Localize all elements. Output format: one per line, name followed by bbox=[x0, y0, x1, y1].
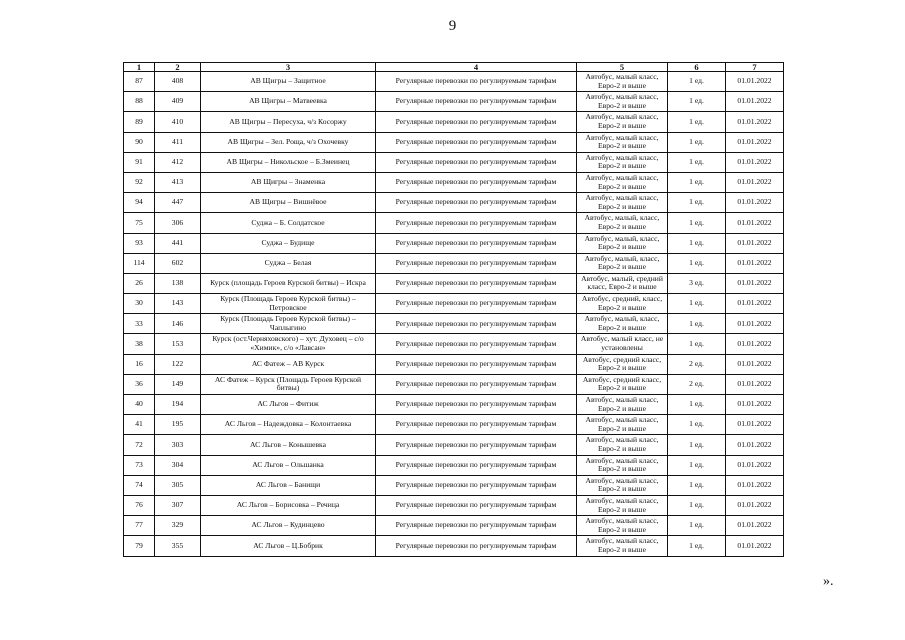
row-number-cell: 94 bbox=[124, 193, 155, 213]
start-date-cell: 01.01.2022 bbox=[726, 253, 784, 273]
transport-type-cell: Регулярные перевозки по регулируемым тарифам bbox=[376, 314, 577, 334]
table-row bbox=[124, 495, 784, 515]
header-cell: 4 bbox=[376, 63, 577, 72]
vehicle-class-cell: Автобус, малый класс, не установлены bbox=[577, 334, 668, 354]
vehicle-count-cell: 1 ед. bbox=[668, 495, 726, 515]
route-number-cell: 303 bbox=[155, 435, 201, 455]
route-name-cell: АС Льгов – Ольшанка bbox=[201, 455, 376, 475]
row-number-cell: 89 bbox=[124, 112, 155, 132]
table-row bbox=[124, 374, 784, 394]
route-number-cell: 411 bbox=[155, 132, 201, 152]
transport-type-cell: Регулярные перевозки по регулируемым тарифам bbox=[376, 152, 577, 172]
route-number-cell: 409 bbox=[155, 92, 201, 112]
transport-type-cell: Регулярные перевозки по регулируемым тарифам bbox=[376, 495, 577, 515]
transport-type-cell: Регулярные перевозки по регулируемым тарифам bbox=[376, 172, 577, 192]
route-name-cell: Суджа – Белая bbox=[201, 253, 376, 273]
transport-type-cell: Регулярные перевозки по регулируемым тарифам bbox=[376, 374, 577, 394]
vehicle-class-cell: Автобус, малый класс, Евро-2 и выше bbox=[577, 475, 668, 495]
row-number-cell: 26 bbox=[124, 273, 155, 293]
route-number-cell: 441 bbox=[155, 233, 201, 253]
vehicle-class-cell: Автобус, средний класс, Евро-2 и выше bbox=[577, 354, 668, 374]
route-name-cell: Суджа – Б. Солдатское bbox=[201, 213, 376, 233]
header-cell: 6 bbox=[668, 63, 726, 72]
vehicle-class-cell: Автобус, малый класс, Евро-2 и выше bbox=[577, 132, 668, 152]
page-number: 9 bbox=[448, 18, 457, 34]
row-number-cell: 72 bbox=[124, 435, 155, 455]
route-name-cell: АС Льгов – Конышевка bbox=[201, 435, 376, 455]
vehicle-class-cell: Автобус, малый класс, Евро-2 и выше bbox=[577, 72, 668, 92]
table-row bbox=[124, 395, 784, 415]
route-name-cell: АВ Щигры – Зел. Роща, ч/з Охочевку bbox=[201, 132, 376, 152]
vehicle-count-cell: 1 ед. bbox=[668, 294, 726, 314]
vehicle-count-cell: 1 ед. bbox=[668, 233, 726, 253]
vehicle-count-cell: 1 ед. bbox=[668, 72, 726, 92]
start-date-cell: 01.01.2022 bbox=[726, 132, 784, 152]
route-number-cell: 355 bbox=[155, 536, 201, 556]
start-date-cell: 01.01.2022 bbox=[726, 475, 784, 495]
route-number-cell: 149 bbox=[155, 374, 201, 394]
start-date-cell: 01.01.2022 bbox=[726, 374, 784, 394]
route-number-cell: 412 bbox=[155, 152, 201, 172]
start-date-cell: 01.01.2022 bbox=[726, 415, 784, 435]
table-row bbox=[124, 435, 784, 455]
vehicle-class-cell: Автобус, малый класс, Евро-2 и выше bbox=[577, 415, 668, 435]
route-number-cell: 306 bbox=[155, 213, 201, 233]
vehicle-class-cell: Автобус, малый класс, Евро-2 и выше bbox=[577, 193, 668, 213]
table-row bbox=[124, 354, 784, 374]
vehicle-class-cell: Автобус, малый класс, Евро-2 и выше bbox=[577, 112, 668, 132]
start-date-cell: 01.01.2022 bbox=[726, 536, 784, 556]
route-name-cell: АВ Щигры – Пересуха, ч/з Косоржу bbox=[201, 112, 376, 132]
table-row bbox=[124, 132, 784, 152]
route-name-cell: АС Льгов – Кудинцево bbox=[201, 516, 376, 536]
table-row bbox=[124, 213, 784, 233]
route-name-cell: АС Фатеж – АВ Курск bbox=[201, 354, 376, 374]
transport-type-cell: Регулярные перевозки по регулируемым тарифам bbox=[376, 475, 577, 495]
vehicle-count-cell: 1 ед. bbox=[668, 314, 726, 334]
vehicle-class-cell: Автобус, малый класс, Евро-2 и выше bbox=[577, 495, 668, 515]
start-date-cell: 01.01.2022 bbox=[726, 294, 784, 314]
table-row bbox=[124, 253, 784, 273]
vehicle-count-cell: 1 ед. bbox=[668, 334, 726, 354]
transport-type-cell: Регулярные перевозки по регулируемым тарифам bbox=[376, 395, 577, 415]
header-row bbox=[124, 63, 784, 72]
row-number-cell: 40 bbox=[124, 395, 155, 415]
vehicle-class-cell: Автобус, малый, средний класс, Евро-2 и выше bbox=[577, 273, 668, 293]
route-number-cell: 447 bbox=[155, 193, 201, 213]
vehicle-count-cell: 1 ед. bbox=[668, 395, 726, 415]
table-row bbox=[124, 314, 784, 334]
route-name-cell: АВ Щигры – Матвеевка bbox=[201, 92, 376, 112]
header-cell: 1 bbox=[124, 63, 155, 72]
vehicle-class-cell: Автобус, малый класс, Евро-2 и выше bbox=[577, 172, 668, 192]
row-number-cell: 93 bbox=[124, 233, 155, 253]
row-number-cell: 74 bbox=[124, 475, 155, 495]
transport-type-cell: Регулярные перевозки по регулируемым тарифам bbox=[376, 112, 577, 132]
table-row bbox=[124, 273, 784, 293]
vehicle-class-cell: Автобус, малый, класс, Евро-2 и выше bbox=[577, 253, 668, 273]
end-mark: ». bbox=[823, 574, 834, 589]
transport-type-cell: Регулярные перевозки по регулируемым тарифам bbox=[376, 213, 577, 233]
header-cell: 5 bbox=[577, 63, 668, 72]
route-name-cell: АС Льгов – Банищи bbox=[201, 475, 376, 495]
start-date-cell: 01.01.2022 bbox=[726, 455, 784, 475]
vehicle-class-cell: Автобус, малый класс, Евро-2 и выше bbox=[577, 516, 668, 536]
vehicle-count-cell: 2 ед. bbox=[668, 354, 726, 374]
route-name-cell: АВ Щигры – Знаменка bbox=[201, 172, 376, 192]
route-name-cell: АС Фатеж – Курск (Площадь Героев Курской битвы) bbox=[201, 374, 376, 394]
vehicle-class-cell: Автобус, малый, класс, Евро-2 и выше bbox=[577, 314, 668, 334]
vehicle-count-cell: 1 ед. bbox=[668, 536, 726, 556]
row-number-cell: 114 bbox=[124, 253, 155, 273]
row-number-cell: 79 bbox=[124, 536, 155, 556]
table-row bbox=[124, 92, 784, 112]
header-cell: 2 bbox=[155, 63, 201, 72]
start-date-cell: 01.01.2022 bbox=[726, 233, 784, 253]
route-number-cell: 329 bbox=[155, 516, 201, 536]
row-number-cell: 41 bbox=[124, 415, 155, 435]
start-date-cell: 01.01.2022 bbox=[726, 495, 784, 515]
route-number-cell: 408 bbox=[155, 72, 201, 92]
table-row bbox=[124, 475, 784, 495]
table-row bbox=[124, 455, 784, 475]
transport-type-cell: Регулярные перевозки по регулируемым тарифам bbox=[376, 354, 577, 374]
route-number-cell: 307 bbox=[155, 495, 201, 515]
row-number-cell: 33 bbox=[124, 314, 155, 334]
start-date-cell: 01.01.2022 bbox=[726, 92, 784, 112]
table-row bbox=[124, 152, 784, 172]
vehicle-count-cell: 1 ед. bbox=[668, 455, 726, 475]
transport-type-cell: Регулярные перевозки по регулируемым тарифам bbox=[376, 253, 577, 273]
start-date-cell: 01.01.2022 bbox=[726, 314, 784, 334]
route-number-cell: 410 bbox=[155, 112, 201, 132]
transport-type-cell: Регулярные перевозки по регулируемым тарифам bbox=[376, 415, 577, 435]
route-name-cell: Курск (ост.Черняховского) – хут. Духовец – с/о «Химик», с/о «Лавсан» bbox=[201, 334, 376, 354]
table-row bbox=[124, 172, 784, 192]
row-number-cell: 75 bbox=[124, 213, 155, 233]
route-number-cell: 153 bbox=[155, 334, 201, 354]
vehicle-class-cell: Автобус, малый класс, Евро-2 и выше bbox=[577, 455, 668, 475]
transport-type-cell: Регулярные перевозки по регулируемым тарифам bbox=[376, 193, 577, 213]
row-number-cell: 90 bbox=[124, 132, 155, 152]
transport-type-cell: Регулярные перевозки по регулируемым тарифам bbox=[376, 132, 577, 152]
route-name-cell: АВ Щигры – Никольское – Б.Змеинец bbox=[201, 152, 376, 172]
route-name-cell: Курск (площадь Героев Курской битвы) – Искра bbox=[201, 273, 376, 293]
table-row bbox=[124, 516, 784, 536]
transport-type-cell: Регулярные перевозки по регулируемым тарифам bbox=[376, 273, 577, 293]
row-number-cell: 38 bbox=[124, 334, 155, 354]
table-row bbox=[124, 233, 784, 253]
route-name-cell: АВ Щигры – Вишнёвое bbox=[201, 193, 376, 213]
table-row bbox=[124, 334, 784, 354]
start-date-cell: 01.01.2022 bbox=[726, 334, 784, 354]
route-number-cell: 413 bbox=[155, 172, 201, 192]
transport-type-cell: Регулярные перевозки по регулируемым тарифам bbox=[376, 455, 577, 475]
vehicle-count-cell: 2 ед. bbox=[668, 374, 726, 394]
start-date-cell: 01.01.2022 bbox=[726, 193, 784, 213]
table-row bbox=[124, 415, 784, 435]
route-name-cell: Суджа – Будище bbox=[201, 233, 376, 253]
start-date-cell: 01.01.2022 bbox=[726, 72, 784, 92]
route-name-cell: АС Льгов – Ц.Бобрик bbox=[201, 536, 376, 556]
vehicle-count-cell: 1 ед. bbox=[668, 152, 726, 172]
vehicle-count-cell: 1 ед. bbox=[668, 415, 726, 435]
table-row bbox=[124, 112, 784, 132]
row-number-cell: 30 bbox=[124, 294, 155, 314]
routes-table bbox=[123, 62, 784, 557]
vehicle-count-cell: 1 ед. bbox=[668, 475, 726, 495]
row-number-cell: 92 bbox=[124, 172, 155, 192]
start-date-cell: 01.01.2022 bbox=[726, 112, 784, 132]
vehicle-count-cell: 1 ед. bbox=[668, 132, 726, 152]
route-name-cell: Курск (Площадь Героев Курской битвы) – Чаплыгино bbox=[201, 314, 376, 334]
vehicle-class-cell: Автобус, малый, класс, Евро-2 и выше bbox=[577, 213, 668, 233]
route-name-cell: АС Льгов – Фитиж bbox=[201, 395, 376, 415]
row-number-cell: 16 bbox=[124, 354, 155, 374]
transport-type-cell: Регулярные перевозки по регулируемым тарифам bbox=[376, 233, 577, 253]
transport-type-cell: Регулярные перевозки по регулируемым тарифам bbox=[376, 435, 577, 455]
table-row bbox=[124, 72, 784, 92]
route-number-cell: 146 bbox=[155, 314, 201, 334]
vehicle-count-cell: 1 ед. bbox=[668, 516, 726, 536]
transport-type-cell: Регулярные перевозки по регулируемым тарифам bbox=[376, 516, 577, 536]
route-number-cell: 194 bbox=[155, 395, 201, 415]
vehicle-count-cell: 1 ед. bbox=[668, 172, 726, 192]
header-cell: 3 bbox=[201, 63, 376, 72]
vehicle-class-cell: Автобус, малый класс, Евро-2 и выше bbox=[577, 395, 668, 415]
row-number-cell: 91 bbox=[124, 152, 155, 172]
vehicle-class-cell: Автобус, малый, класс, Евро-2 и выше bbox=[577, 233, 668, 253]
transport-type-cell: Регулярные перевозки по регулируемым тарифам bbox=[376, 72, 577, 92]
transport-type-cell: Регулярные перевозки по регулируемым тарифам bbox=[376, 536, 577, 556]
row-number-cell: 73 bbox=[124, 455, 155, 475]
start-date-cell: 01.01.2022 bbox=[726, 395, 784, 415]
vehicle-count-cell: 1 ед. bbox=[668, 92, 726, 112]
route-name-cell: АВ Щигры – Защитное bbox=[201, 72, 376, 92]
transport-type-cell: Регулярные перевозки по регулируемым тарифам bbox=[376, 294, 577, 314]
start-date-cell: 01.01.2022 bbox=[726, 516, 784, 536]
transport-type-cell: Регулярные перевозки по регулируемым тарифам bbox=[376, 334, 577, 354]
vehicle-count-cell: 1 ед. bbox=[668, 213, 726, 233]
vehicle-class-cell: Автобус, средний класс, Евро-2 и выше bbox=[577, 374, 668, 394]
route-number-cell: 195 bbox=[155, 415, 201, 435]
vehicle-class-cell: Автобус, малый класс, Евро-2 и выше bbox=[577, 92, 668, 112]
start-date-cell: 01.01.2022 bbox=[726, 172, 784, 192]
header-cell: 7 bbox=[726, 63, 784, 72]
route-number-cell: 122 bbox=[155, 354, 201, 374]
row-number-cell: 87 bbox=[124, 72, 155, 92]
vehicle-count-cell: 1 ед. bbox=[668, 435, 726, 455]
vehicle-class-cell: Автобус, малый класс, Евро-2 и выше bbox=[577, 435, 668, 455]
vehicle-class-cell: Автобус, малый класс, Евро-2 и выше bbox=[577, 152, 668, 172]
route-name-cell: АС Льгов – Борисовка – Речица bbox=[201, 495, 376, 515]
row-number-cell: 76 bbox=[124, 495, 155, 515]
row-number-cell: 88 bbox=[124, 92, 155, 112]
start-date-cell: 01.01.2022 bbox=[726, 354, 784, 374]
start-date-cell: 01.01.2022 bbox=[726, 273, 784, 293]
row-number-cell: 77 bbox=[124, 516, 155, 536]
row-number-cell: 36 bbox=[124, 374, 155, 394]
table-row bbox=[124, 536, 784, 556]
route-number-cell: 143 bbox=[155, 294, 201, 314]
route-number-cell: 305 bbox=[155, 475, 201, 495]
route-number-cell: 304 bbox=[155, 455, 201, 475]
route-number-cell: 602 bbox=[155, 253, 201, 273]
vehicle-class-cell: Автобус, малый класс, Евро-2 и выше bbox=[577, 536, 668, 556]
start-date-cell: 01.01.2022 bbox=[726, 213, 784, 233]
vehicle-count-cell: 1 ед. bbox=[668, 112, 726, 132]
vehicle-class-cell: Автобус, средний, класс, Евро-2 и выше bbox=[577, 294, 668, 314]
vehicle-count-cell: 1 ед. bbox=[668, 193, 726, 213]
route-number-cell: 138 bbox=[155, 273, 201, 293]
start-date-cell: 01.01.2022 bbox=[726, 152, 784, 172]
transport-type-cell: Регулярные перевозки по регулируемым тарифам bbox=[376, 92, 577, 112]
route-name-cell: АС Льгов – Надеждовка – Колонтаевка bbox=[201, 415, 376, 435]
vehicle-count-cell: 3 ед. bbox=[668, 273, 726, 293]
table-row bbox=[124, 294, 784, 314]
route-name-cell: Курск (Площадь Героев Курской битвы) – Петровское bbox=[201, 294, 376, 314]
vehicle-count-cell: 1 ед. bbox=[668, 253, 726, 273]
table-row bbox=[124, 193, 784, 213]
start-date-cell: 01.01.2022 bbox=[726, 435, 784, 455]
